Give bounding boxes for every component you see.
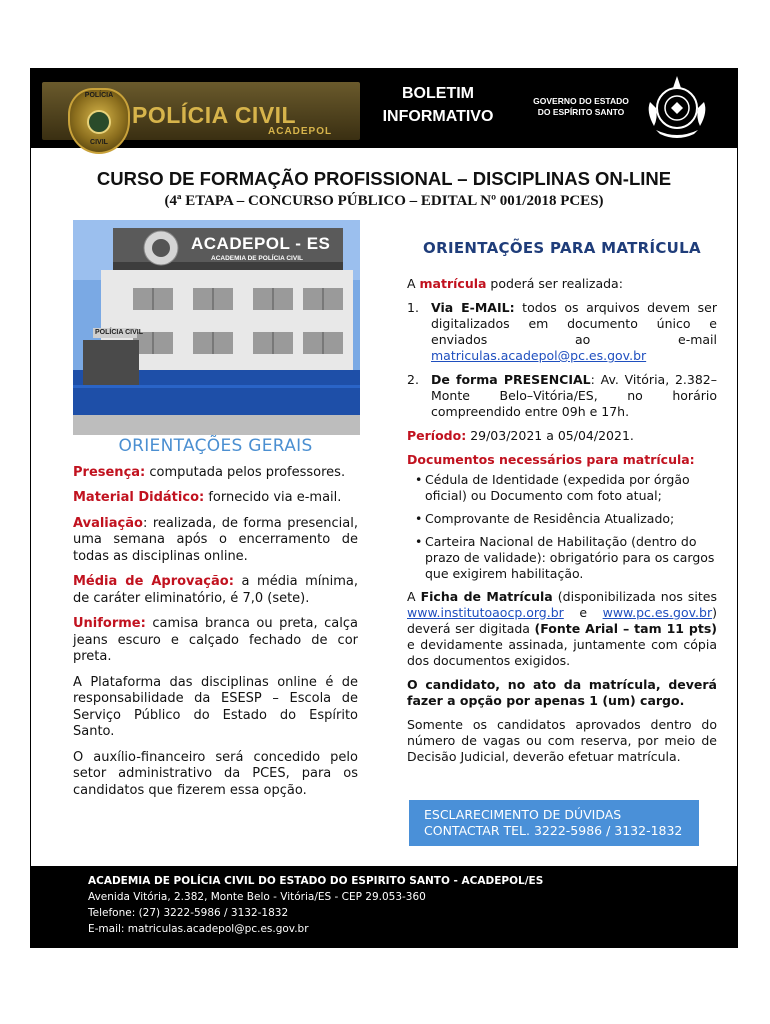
ficha-prefix: A [407, 589, 421, 604]
option-email [407, 300, 717, 364]
ficha-font-note: (Fonte Arial – tam 11 pts) [534, 621, 717, 636]
doc-item-3: Carteira Nacional de Habilitação (dentro do prazo de validade): obrigatório para os cargos que exigirem habilitação. [425, 534, 715, 581]
material-text: fornecido via e-mail. [204, 490, 342, 505]
avaliacao-paragraph [73, 516, 358, 566]
somente-paragraph: Somente os candidatos aprovados dentro do número de vagas ou com reserva, por meio de Decisão Judicial, deverão efetuar matrícula. [407, 717, 717, 764]
matricula-intro [407, 276, 717, 292]
ficha-paragraph [407, 589, 717, 669]
orientacoes-matricula-section [407, 240, 717, 773]
presenca-text: computada pelos professores. [145, 464, 346, 480]
option-presencial-label: De forma PRESENCIAL [431, 372, 591, 387]
intro-suffix: poderá ser realizada: [486, 276, 623, 291]
intro-keyword: matrícula [419, 276, 487, 291]
footer-phone: Telefone: (27) 3222-5986 / 3132-1832 [88, 907, 289, 919]
acadepol-building-photo [73, 220, 360, 435]
option-email-body [431, 300, 717, 364]
policia-civil-logo [42, 82, 360, 146]
footer-institution: ACADEMIA DE POLÍCIA CIVIL DO ESTADO DO ESPIRITO SANTO - ACADEPOL/ES [88, 875, 544, 887]
government-label [526, 96, 636, 118]
bullet-icon: • [415, 511, 423, 526]
avaliacao-label: Avaliação [73, 515, 143, 531]
state-coat-of-arms-icon [642, 72, 712, 142]
brand-title: POLÍCIA CIVIL [132, 102, 297, 128]
list-item [407, 472, 717, 504]
option-email-text: todos os arquivos devem ser digitalizados em documento único e enviados ao e-mail [431, 300, 717, 347]
footer [30, 866, 738, 948]
media-label: Média de Aprovação: [73, 574, 234, 589]
ficha-text-2: e [563, 605, 603, 620]
matricula-email-link[interactable]: matriculas.acadepol@pc.es.gov.br [431, 348, 647, 363]
course-subtitle: (4ª ETAPA – CONCURSO PÚBLICO – EDITAL Nº 001/2018 PCES) [164, 193, 604, 209]
doc-item-2: Comprovante de Residência Atualizado; [425, 511, 675, 526]
footer-email: E-mail: matriculas.acadepol@pc.es.gov.br [88, 923, 309, 935]
ficha-text-4: e devidamente assinada, juntamente com cópia dos documentos exigidos. [407, 637, 717, 668]
media-paragraph [73, 574, 358, 607]
candidato-note: O candidato, no ato da matrícula, deverá fazer a opção por apenas 1 (um) cargo. [407, 677, 717, 708]
doc-item-1: Cédula de Identidade (expedida por órgão oficial) ou Documento com foto atual; [425, 472, 690, 503]
badge-top-text: POLÍCIA [84, 92, 114, 99]
auxilio-paragraph: O auxílio-financeiro será concedido pelo setor administrativo da PCES, para os candidatos que fizerem essa opção. [73, 749, 358, 798]
footer-address: Avenida Vitória, 2.382, Monte Belo - Vitória/ES - CEP 29.053-360 [88, 891, 426, 903]
duvidas-contact-box [409, 800, 699, 846]
building-sign: ACADEPOL - ES [191, 234, 331, 253]
ficha-text-1: (disponibilizada nos sites [552, 589, 717, 604]
presenca-paragraph [73, 465, 358, 482]
plataforma-paragraph: A Plataforma das disciplinas online é de responsabilidade da ESESP – Escola de Serviço Público do Estado do Espírito Santo. [73, 674, 358, 739]
option-presencial-text: : Av. Vitória, 2.382–Monte Belo–Vitória/ES, no horário compreendido entre 09h e 17h. [431, 372, 717, 419]
orientacoes-gerais-section [73, 438, 358, 808]
option-presencial [407, 372, 717, 420]
periodo-text: 29/03/2021 a 05/04/2021. [466, 428, 634, 443]
police-badge-icon [68, 88, 130, 154]
documentos-heading: Documentos necessários para matrícula: [407, 452, 695, 467]
option-presencial-number: 2. [407, 372, 419, 387]
media-text: a média mínima, de caráter eliminatório, é 7,0 (sete). [73, 574, 358, 606]
building-sign-sub: ACADEMIA DE POLÍCIA CIVIL [211, 255, 303, 262]
uniforme-text: camisa branca ou preta, calça jeans escuro e calçado fechado de cor preta. [73, 616, 358, 664]
institutoaocp-link[interactable]: www.institutoaocp.org.br [407, 605, 564, 620]
ficha-text-3: ) deverá ser digitada [407, 605, 717, 636]
boletim-title [368, 82, 508, 128]
presenca-label: Presença: [73, 464, 146, 480]
brand-subtitle: ACADEPOL [268, 126, 333, 137]
gov-line-1: GOVERNO DO ESTADO [533, 96, 629, 106]
uniforme-paragraph [73, 616, 358, 666]
course-title: CURSO DE FORMAÇÃO PROFISSIONAL – DISCIPLINAS ON-LINE [96, 168, 672, 189]
bullet-icon: • [415, 472, 423, 487]
uniforme-label: Uniforme: [73, 616, 146, 631]
intro-prefix: A [407, 276, 420, 291]
periodo-paragraph [407, 428, 717, 444]
pc-es-link[interactable]: www.pc.es.gov.br [602, 605, 713, 620]
duvidas-line-2: CONTACTAR TEL. 3222-5986 / 3132-1832 [424, 823, 683, 838]
boletim-line-1: BOLETIM [402, 85, 474, 102]
list-item [407, 511, 717, 527]
orientacoes-gerais-heading: ORIENTAÇÕES GERAIS [118, 436, 313, 456]
badge-emblem [87, 110, 111, 134]
avaliacao-text: : realizada, de forma presencial, uma semana após o encerramento de todas as disciplinas online. [73, 515, 358, 564]
ficha-label: Ficha de Matrícula [420, 589, 553, 604]
periodo-label: Período: [407, 428, 467, 443]
material-label: Material Didático: [73, 490, 205, 505]
list-item [407, 534, 717, 582]
badge-bottom-text: CIVIL [90, 139, 108, 146]
orientacoes-matricula-heading: ORIENTAÇÕES PARA MATRÍCULA [423, 239, 701, 257]
option-email-label: Via E-MAIL: [431, 300, 515, 315]
gov-line-2: DO ESPÍRITO SANTO [537, 107, 625, 117]
option-presencial-body [431, 372, 717, 420]
building-small-sign: POLÍCIA CIVIL [95, 329, 143, 336]
bullet-icon: • [415, 534, 423, 549]
header-banner [30, 68, 738, 148]
duvidas-line-1: ESCLARECIMENTO DE DÚVIDAS [424, 807, 622, 822]
boletim-line-2: INFORMATIVO [382, 108, 494, 125]
option-email-number: 1. [407, 300, 419, 315]
material-paragraph [73, 490, 358, 507]
